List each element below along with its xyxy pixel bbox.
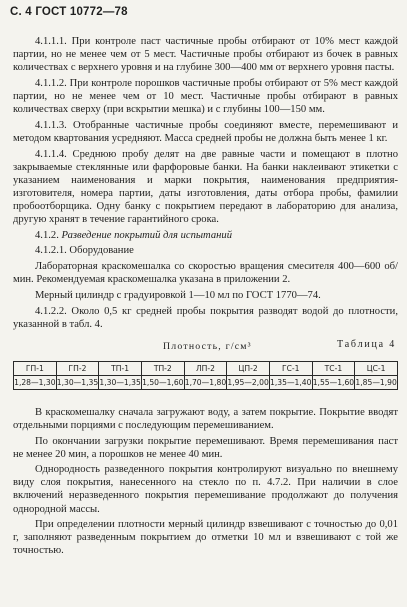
paragraph-4-1-1-2: 4.1.1.2. При контроле порошков частичные пробы отбирают от 5% мест каждой партии, но не менее чем от 10 мест. Частичные пробы отбирают в равных количествах сверху (при вскрытии мешка) и с глубины 100—150 мм. [13,77,398,116]
paragraph-mixer: Лабораторная краскомешалка со скоростью вращения смесителя 400—600 об/мин. Рекомендуемая краскомешалка указана в приложении 2. [13,261,398,286]
section-number: 4.1.2. [35,229,59,241]
table-header-cell: ТП-1 [99,361,142,375]
section-heading-4-1-2 [13,229,398,242]
table-cell: 1,35—1,40 [269,375,312,389]
paragraph-4-1-1-1: 4.1.1.1. При контроле паст частичные пробы отбирают от 10% мест каждой партии, но не менее чем от 5 мест. Частичные пробы отбирают из бочек в равных количествах с верхнего уровня и на глубине 300—400 мм от верхнего уровня пасты. [13,36,398,74]
table-header-cell: ТС-1 [312,361,355,375]
paragraph-mixing-time: По окончании загрузки покрытие перемешивают. Время перемешивания паст не менее 20 мин, а порошков не менее 40 мин. [13,435,398,460]
table-header-cell: ГС-1 [269,361,312,375]
table-caption-row [13,335,398,361]
table-row [14,375,398,389]
table-header-cell: ЦС-1 [355,361,398,375]
paragraph-uniformity: Однородность разведенного покрытия контролируют визуально по внешнему виду слоя покрытия, нанесенного на стекло по п. 4.7.2. При наличии в слое включений неразведенного покрытия перемешивание продолжают до получения однородной массы. [13,464,398,515]
density-table [13,361,398,390]
table-cell: 1,55—1,60 [312,375,355,389]
table-number: Таблица 4 [337,338,396,350]
paragraph-4-1-1-4: 4.1.1.4. Среднюю пробу делят на две равные части и помещают в плотно закрываемые стеклянные или фарфоровые банки. На банки наклеивают этикетки с указанием наименования и марки покрытия, наименования предприятия-изготовителя, номера партии, даты изготовления, даты отбора пробы, фамилии пробоотборщика. Одну банку с покрытием передают в лабораторию для анализа, другую хранят в течение гарантийного срока. [13,148,398,225]
table-cell: 1,50—1,60 [141,375,184,389]
table-cell: 1,28—1,30 [14,375,57,389]
table-caption: Плотность, г/см³ [163,340,252,352]
table-cell: 1,85—1,90 [355,375,398,389]
table-cell: 1,30—1,35 [56,375,99,389]
page-number: С. 4 [10,6,32,18]
paragraph-density: При определении плотности мерный цилиндр взвешивают с точностью до 0,01 г, заполняют разведенным покрытием до отметки 10 мл и взвешивают с той же точностью. [13,519,398,557]
table-cell: 1,30—1,35 [99,375,142,389]
paragraph-4-1-1-3: 4.1.1.3. Отобранные частичные пробы соединяют вместе, перемешивают и методом квартования усредняют. Масса средней пробы не должна быть менее 1 кг. [13,119,398,144]
table-header-cell: ЛП-2 [184,361,227,375]
table-cell: 1,95—2,00 [227,375,270,389]
table-header-cell: ГП-2 [56,361,99,375]
paragraph-loading: В краскомешалку сначала загружают воду, а затем покрытие. Покрытие вводят отдельными порциями с последующим перемешиванием. [13,406,398,431]
table-header-cell: ЦП-2 [227,361,270,375]
paragraph-4-1-2-1: 4.1.2.1. Оборудование [35,245,134,257]
table-header-cell: ГП-1 [14,361,57,375]
paragraph-4-1-2-2: 4.1.2.2. Около 0,5 кг средней пробы покрытия разводят водой до плотности, указанной в табл. 4. [13,305,398,330]
table-header-row [14,361,398,375]
section-title: Разведение покрытий для испытаний [61,229,232,241]
page-header [10,6,128,18]
paragraph-cylinder: Мерный цилиндр с градуировкой 1—10 мл по ГОСТ 1770—74. [35,289,321,301]
table-cell: 1,70—1,80 [184,375,227,389]
table-header-cell: ТП-2 [141,361,184,375]
document-body [13,35,398,560]
standard-designation: ГОСТ 10772—78 [35,6,128,18]
